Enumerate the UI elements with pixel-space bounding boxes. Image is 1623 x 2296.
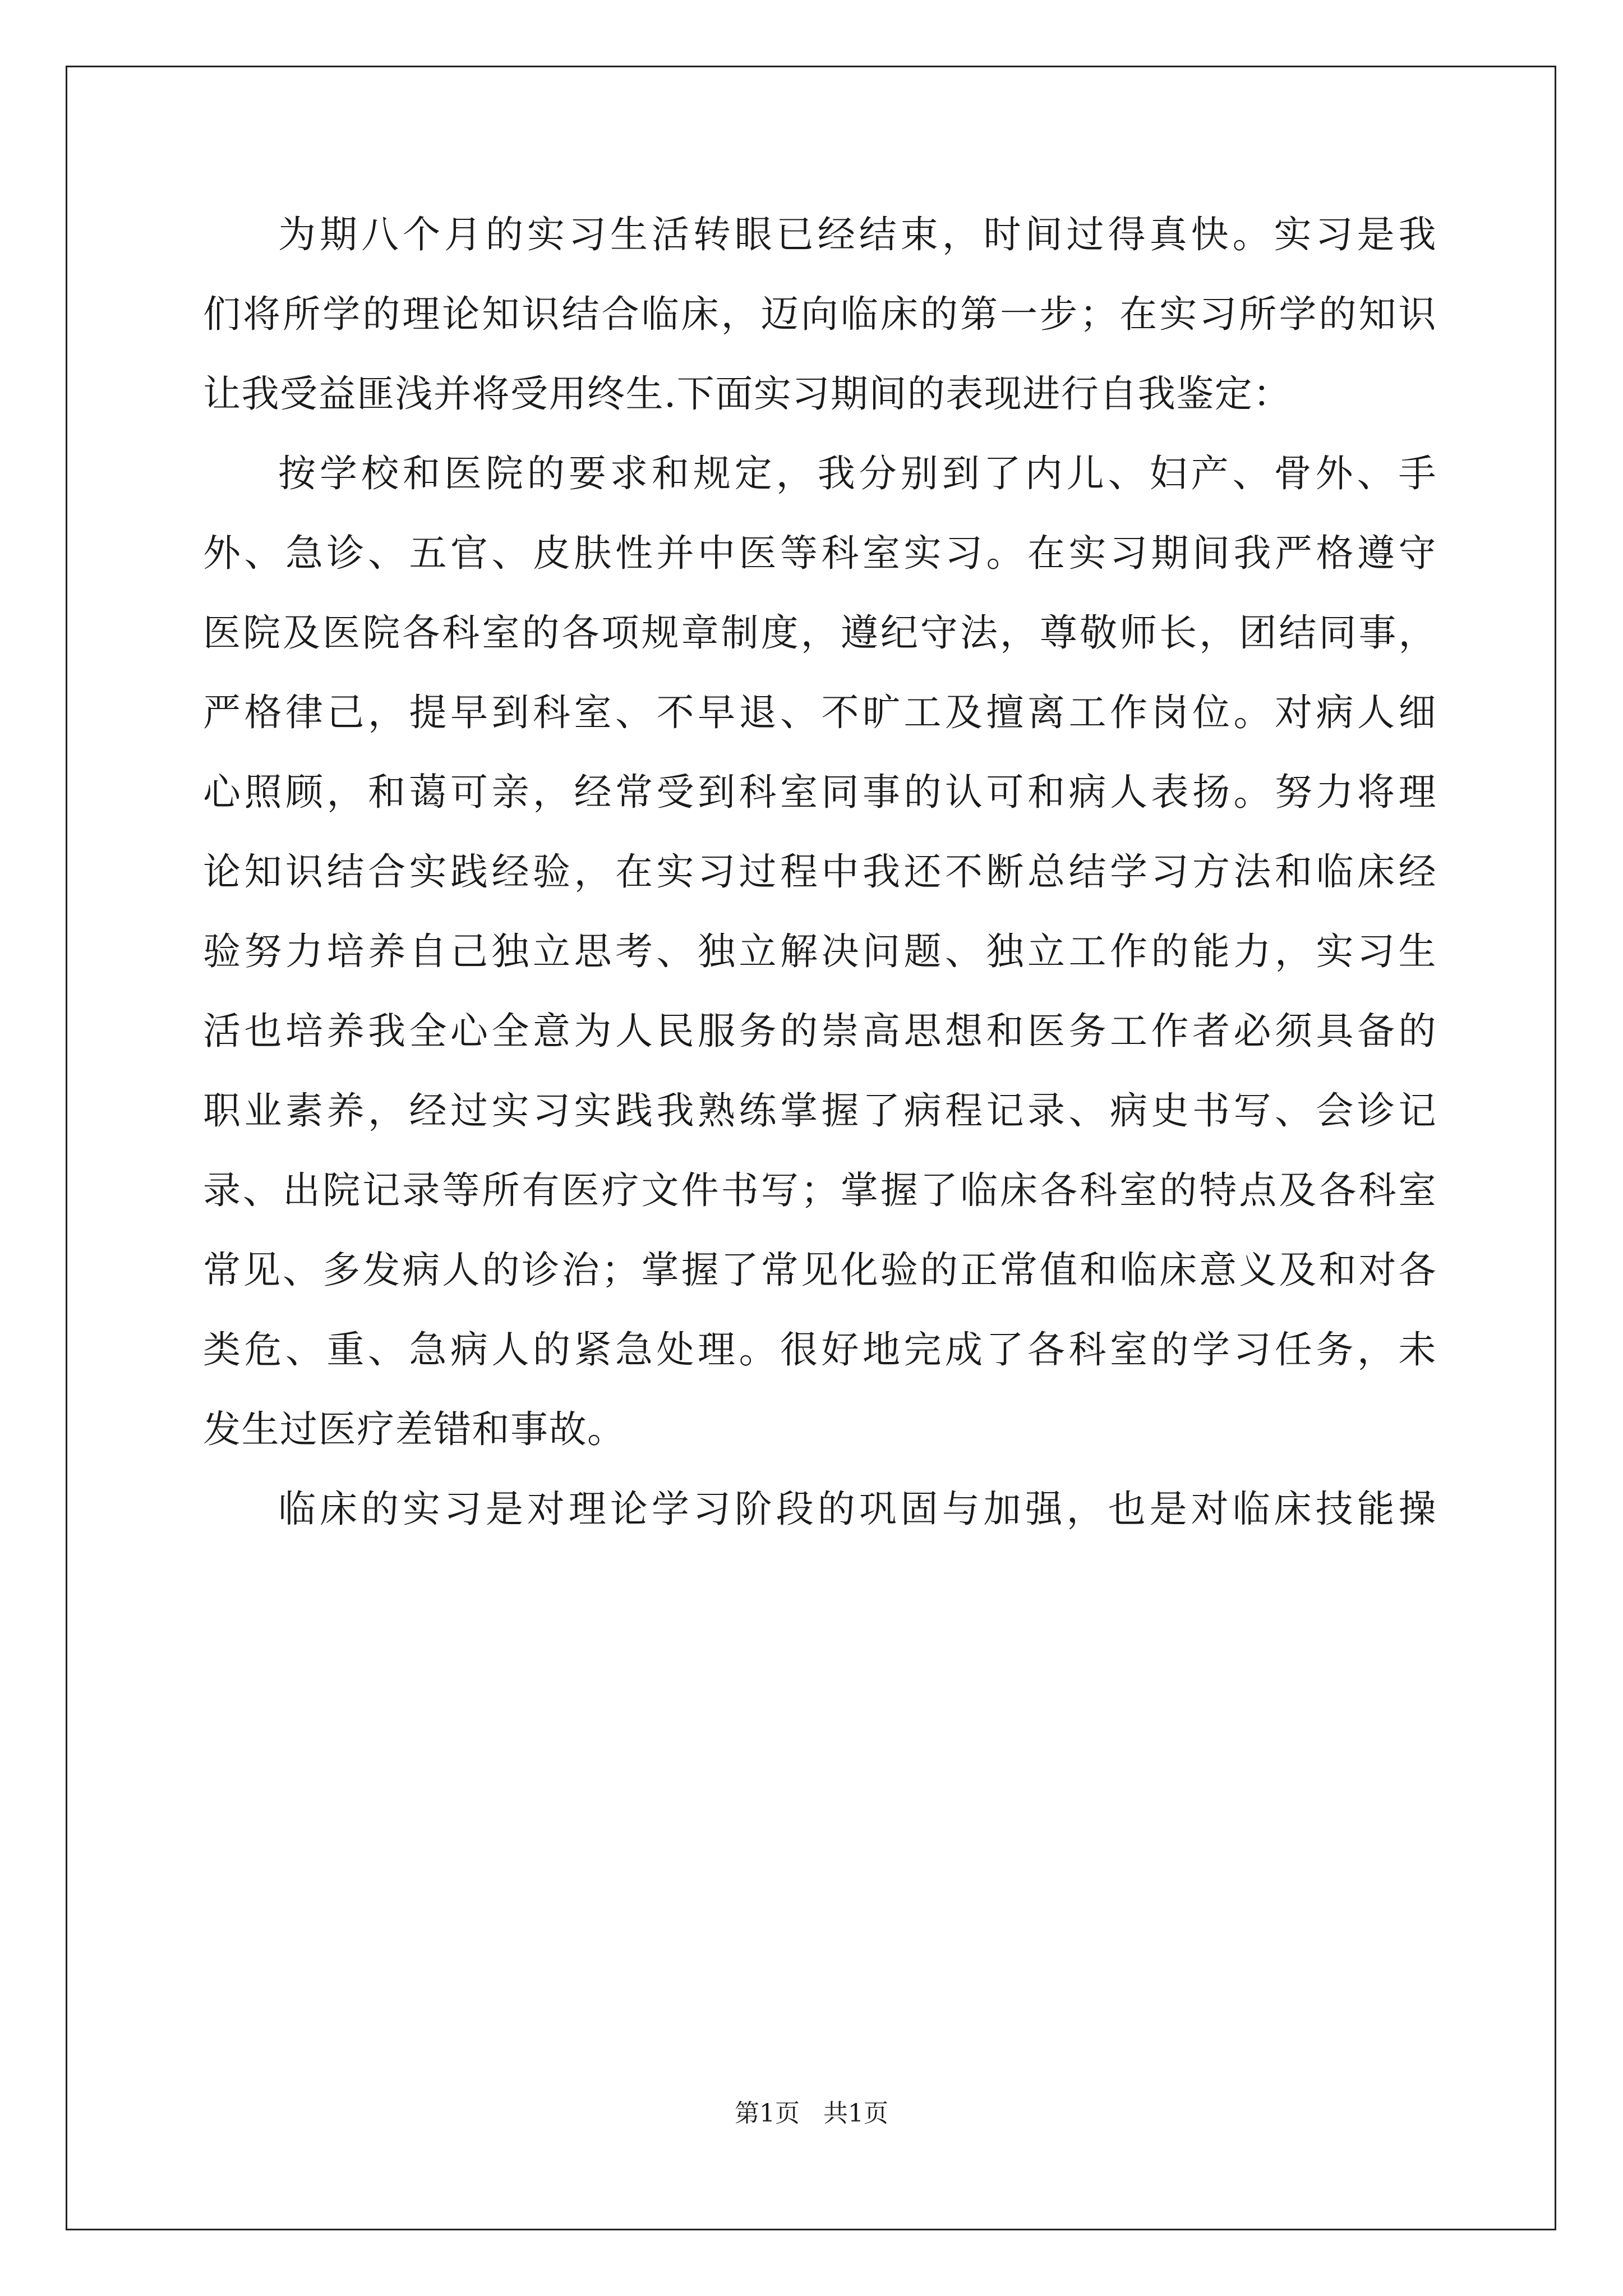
paragraph-1-line-1: 为期八个月的实习生活转眼已经结束，时间过得真快。实习是我 [278,213,1437,256]
paragraph-3-line-1: 临床的实习是对理论学习阶段的巩固与加强，也是对临床技能操 [278,1487,1437,1531]
paragraph-2-line-13: 发生过医疗差错和事故。 [203,1407,626,1451]
paragraph-2-line-9: 职业素养，经过实习实践我熟练掌握了病程记录、病史书写、会诊记 [203,1089,1437,1133]
paragraph-2-line-5: 心照顾，和蔼可亲，经常受到科室同事的认可和病人表扬。努力将理 [203,770,1437,814]
paragraph-2-line-11: 常见、多发病人的诊治；掌握了常见化验的正常值和临床意义及和对各 [203,1248,1437,1292]
paragraph-2-line-6: 论知识结合实践经验，在实习过程中我还不断总结学习方法和临床经 [203,850,1437,894]
paragraph-2-line-3: 医院及医院各科室的各项规章制度，遵纪守法，尊敬师长，团结同事， [203,611,1437,655]
paragraph-2-line-1: 按学校和医院的要求和规定，我分别到了内儿、妇产、骨外、手 [278,452,1437,495]
paragraph-2-line-2: 外、急诊、五官、皮肤性并中医等科室实习。在实习期间我严格遵守 [203,531,1437,575]
paragraph-2-line-12: 类危、重、急病人的紧急处理。很好地完成了各科室的学习任务，未 [203,1328,1437,1372]
paragraph-1-line-3: 让我受益匪浅并将受用终生.下面实习期间的表现进行自我鉴定： [203,372,1292,416]
paragraph-2-line-8: 活也培养我全心全意为人民服务的崇高思想和医务工作者必须具备的 [203,1009,1437,1053]
paragraph-2-line-10: 录、出院记录等所有医疗文件书写；掌握了临床各科室的特点及各科室 [203,1168,1437,1212]
page-footer: 第1页 共1页 [735,2099,888,2128]
paragraph-2-line-7: 验努力培养自己独立思考、独立解决问题、独立工作的能力，实习生 [203,930,1437,973]
paragraph-1-line-2: 们将所学的理论知识结合临床，迈向临床的第一步；在实习所学的知识 [203,292,1437,336]
document-body [203,208,1437,1562]
paragraph-2-line-4: 严格律己，提早到科室、不早退、不旷工及擅离工作岗位。对病人细 [203,691,1437,734]
